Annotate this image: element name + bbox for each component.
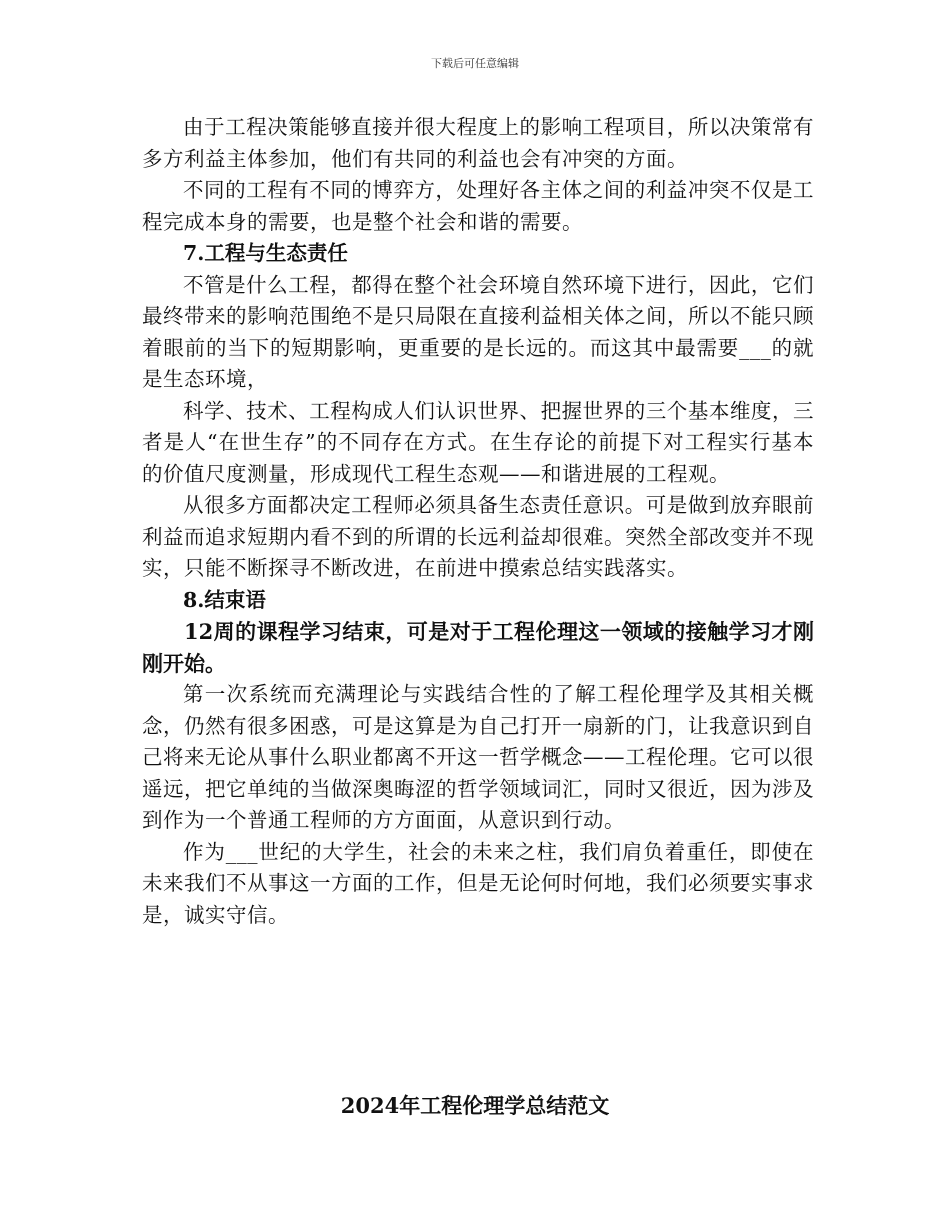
paragraph-course-end: 12周的课程学习结束，可是对于工程伦理这一领域的接触学习才刚刚开始。	[142, 619, 814, 676]
document-body	[142, 112, 814, 931]
section-heading-conclusion: 8.结束语	[183, 587, 266, 612]
paragraph-environment-impact: 不管是什么工程，都得在整个社会环境自然环境下进行，因此，它们最终带来的影响范围绝不是只局限在直接利益相关体之间，所以不能只顾着眼前的当下的短期影响，更重要的是长远的。而这其中最需要___的就是生态环境，	[142, 272, 814, 391]
next-document-title: 2024年工程伦理学总结范文	[340, 1093, 610, 1118]
section-heading-ecology: 7.工程与生态责任	[183, 241, 348, 265]
header-note: 下载后可任意编辑	[431, 57, 519, 70]
paragraph-decision-stakeholders: 由于工程决策能够直接并很大程度上的影响工程项目，所以决策常有多方利益主体参加，他们有共同的利益也会有冲突的方面。	[142, 115, 814, 171]
paragraph-science-technology-engineering: 科学、技术、工程构成人们认识世界、把握世界的三个基本维度，三者是人“在世生存”的不同存在方式。在生存论的前提下对工程实行基本的价值尺度测量，形成现代工程生态观——和谐进展的工程观。	[142, 398, 814, 486]
paragraph-first-encounter: 第一次系统而充满理论与实践结合性的了解工程伦理学及其相关概念，仍然有很多困惑，可是这算是为自己打开一扇新的门，让我意识到自己将来无论从事什么职业都离不开这一哲学概念——工程伦理。它可以很遥远，把它单纯的当做深奥晦涩的哲学领域词汇，同时又很近，因为涉及到作为一个普通工程师的方方面面，从意识到行动。	[142, 682, 814, 832]
paragraph-responsibility: 作为___世纪的大学生，社会的未来之柱，我们肩负着重任，即使在未来我们不从事这一方面的工作，但是无论何时何地，我们必须要实事求是，诚实守信。	[142, 839, 814, 927]
paragraph-ecological-responsibility: 从很多方面都决定工程师必须具备生态责任意识。可是做到放弃眼前利益而追求短期内看不到的所谓的长远利益却很难。突然全部改变并不现实，只能不断探寻不断改进，在前进中摸索总结实践落实。	[142, 493, 814, 580]
paragraph-conflict-of-interest: 不同的工程有不同的博弈方，处理好各主体之间的利益冲突不仅是工程完成本身的需要，也是整个社会和谐的需要。	[142, 178, 814, 234]
